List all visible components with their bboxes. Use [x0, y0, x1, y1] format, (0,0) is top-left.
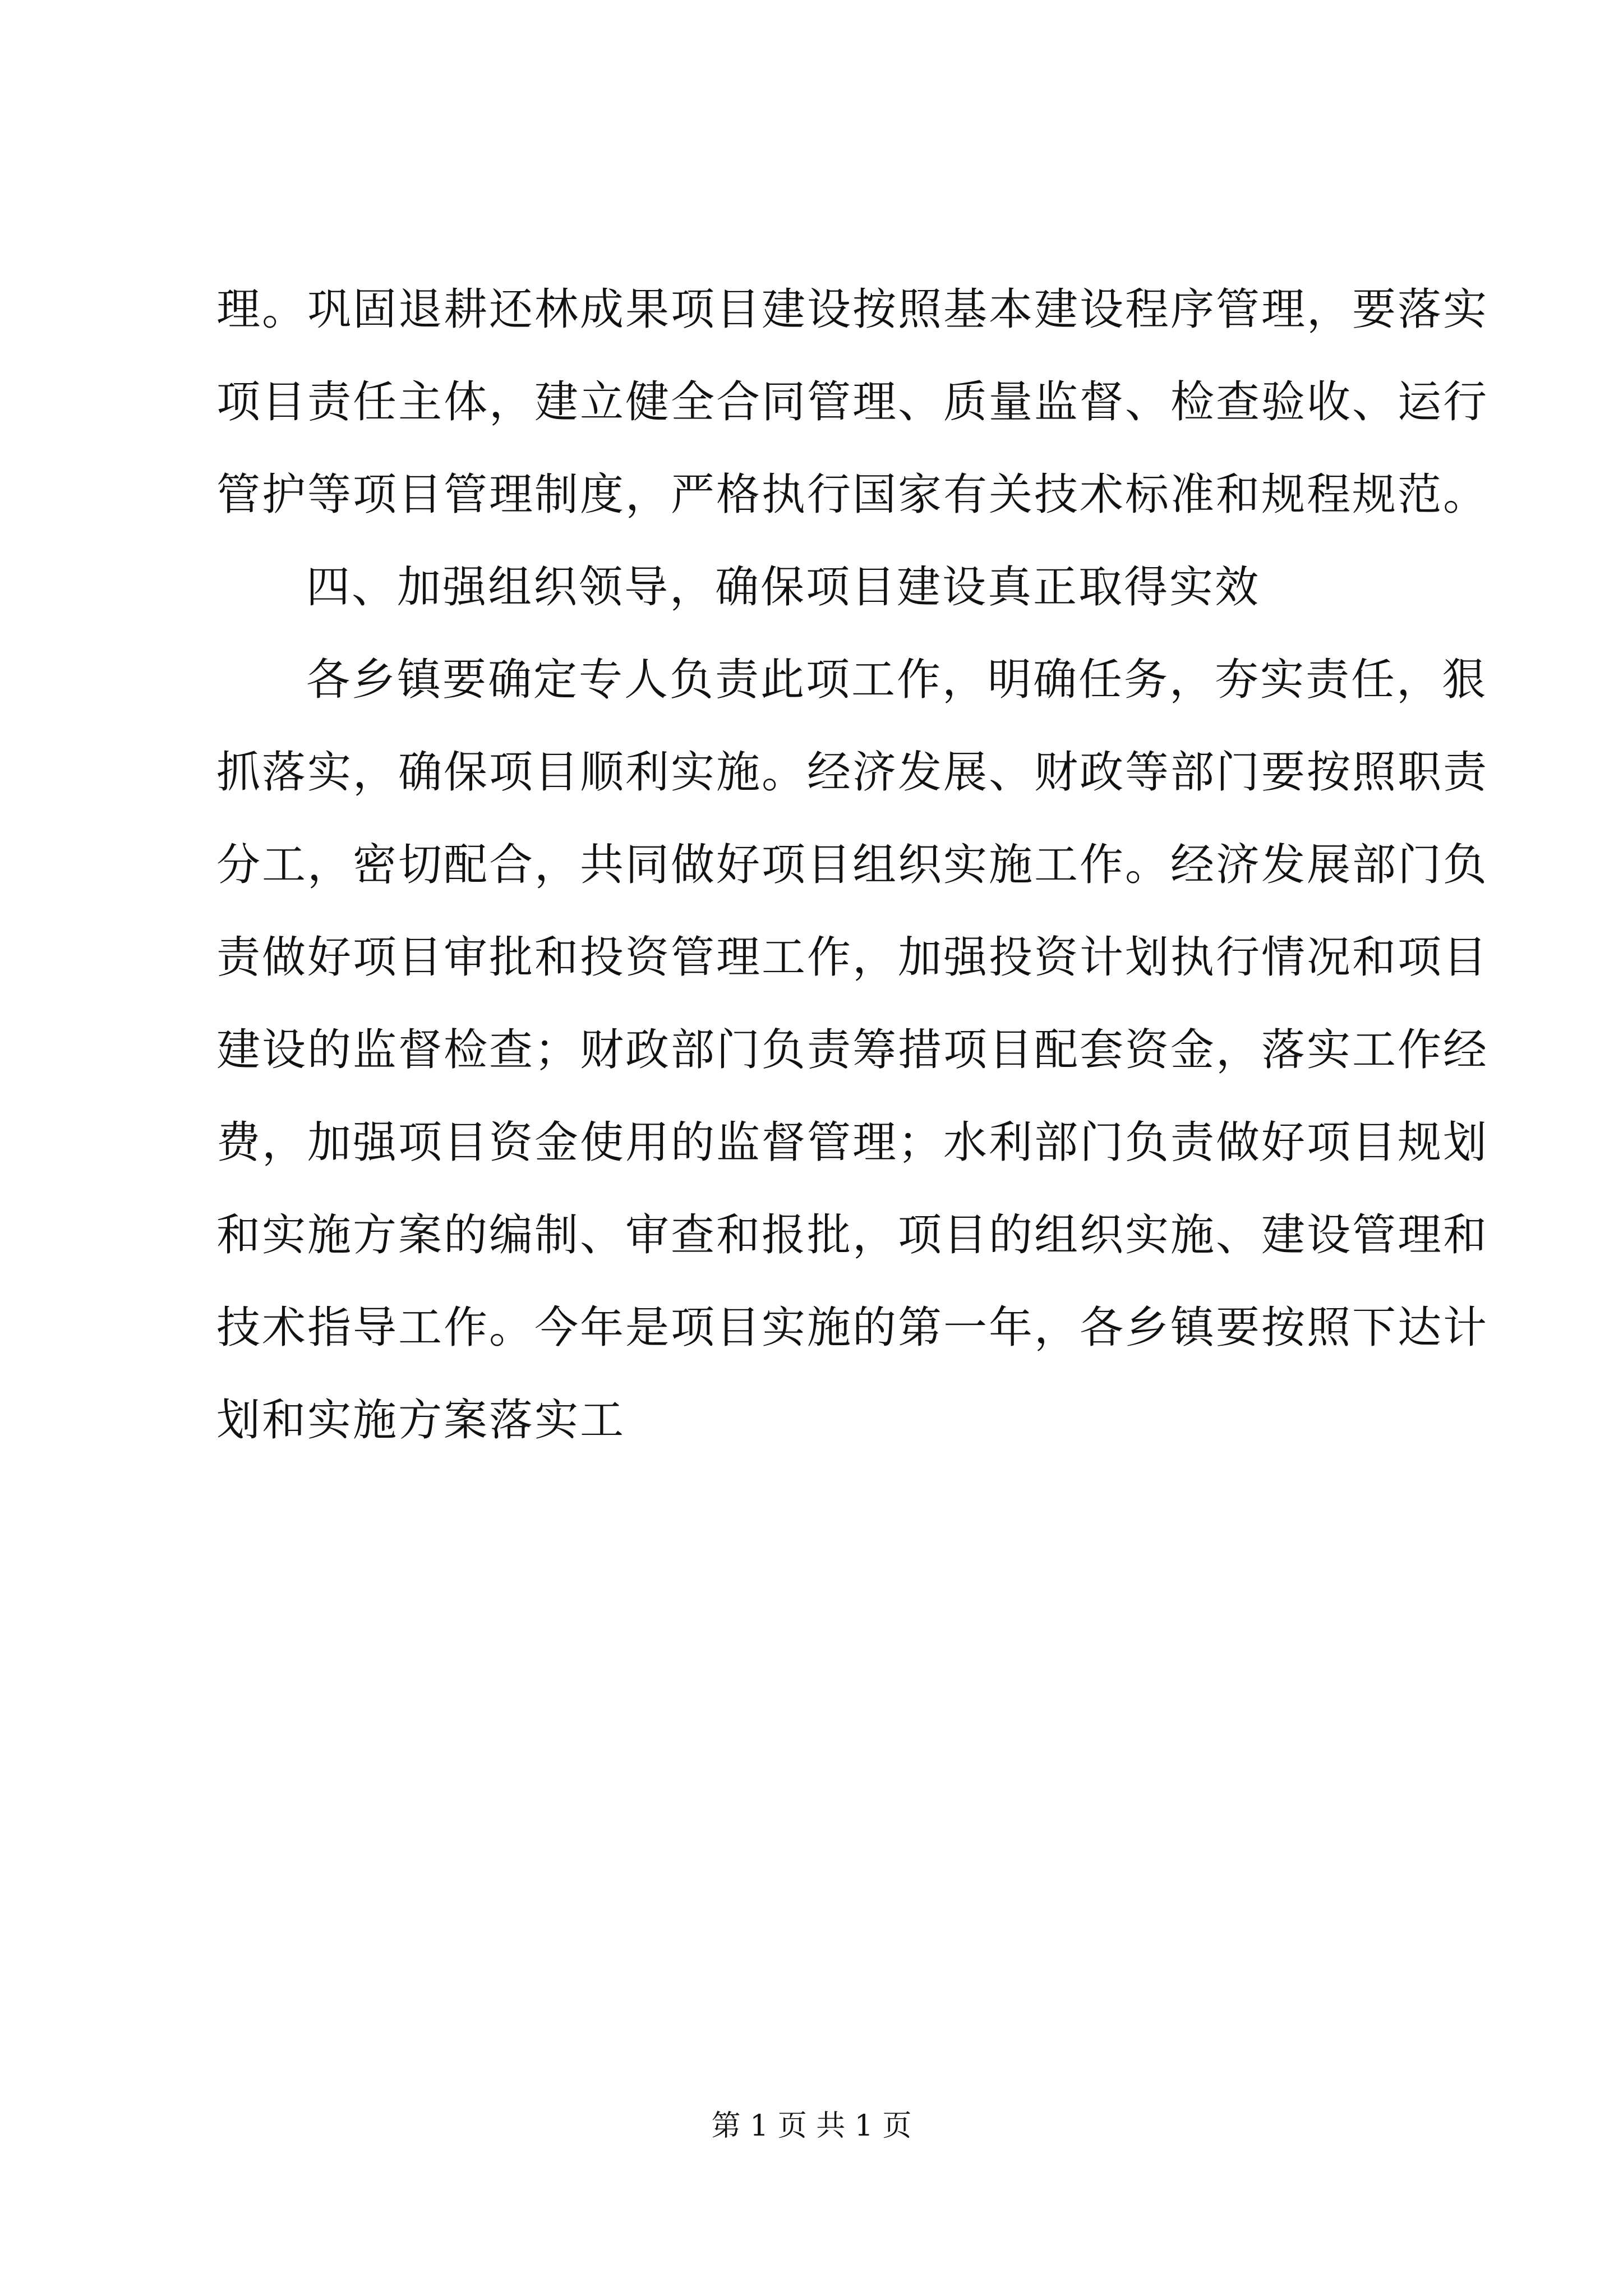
section-heading: 四、加强组织领导，确保项目建设真正取得实效 — [306, 562, 1261, 613]
paragraph-line: 理。巩固退耕还林成果项目建设按照基本建设程序管理，要落实 — [216, 284, 1489, 335]
paragraph-line: 项目责任主体，建立健全合同管理、质量监督、检查验收、运行 — [216, 377, 1489, 427]
paragraph-line: 技术指导工作。今年是项目实施的第一年，各乡镇要按照下达计 — [216, 1303, 1489, 1353]
paragraph-line: 建设的监督检查；财政部门负责筹措项目配套资金，落实工作经 — [216, 1025, 1489, 1075]
paragraph-line: 责做好项目审批和投资管理工作，加强投资计划执行情况和项目 — [216, 932, 1489, 983]
paragraph-line: 费，加强项目资金使用的监督管理；水利部门负责做好项目规划 — [216, 1117, 1489, 1168]
paragraph-line: 分工，密切配合，共同做好项目组织实施工作。经济发展部门负 — [216, 840, 1489, 890]
document-body — [216, 264, 1489, 1467]
paragraph-line: 各乡镇要确定专人负责此项工作，明确任务，夯实责任，狠 — [306, 655, 1488, 705]
paragraph-line: 管护等项目管理制度，严格执行国家有关技术标准和规程规范。 — [216, 470, 1489, 520]
paragraph-line: 和实施方案的编制、审查和报批，项目的组织实施、建设管理和 — [216, 1210, 1489, 1260]
paragraph-line: 划和实施方案落实工 — [216, 1395, 626, 1446]
page-footer: 第 1 页 共 1 页 — [711, 2109, 912, 2143]
paragraph-line: 抓落实，确保项目顺利实施。经济发展、财政等部门要按照职责 — [216, 747, 1489, 798]
